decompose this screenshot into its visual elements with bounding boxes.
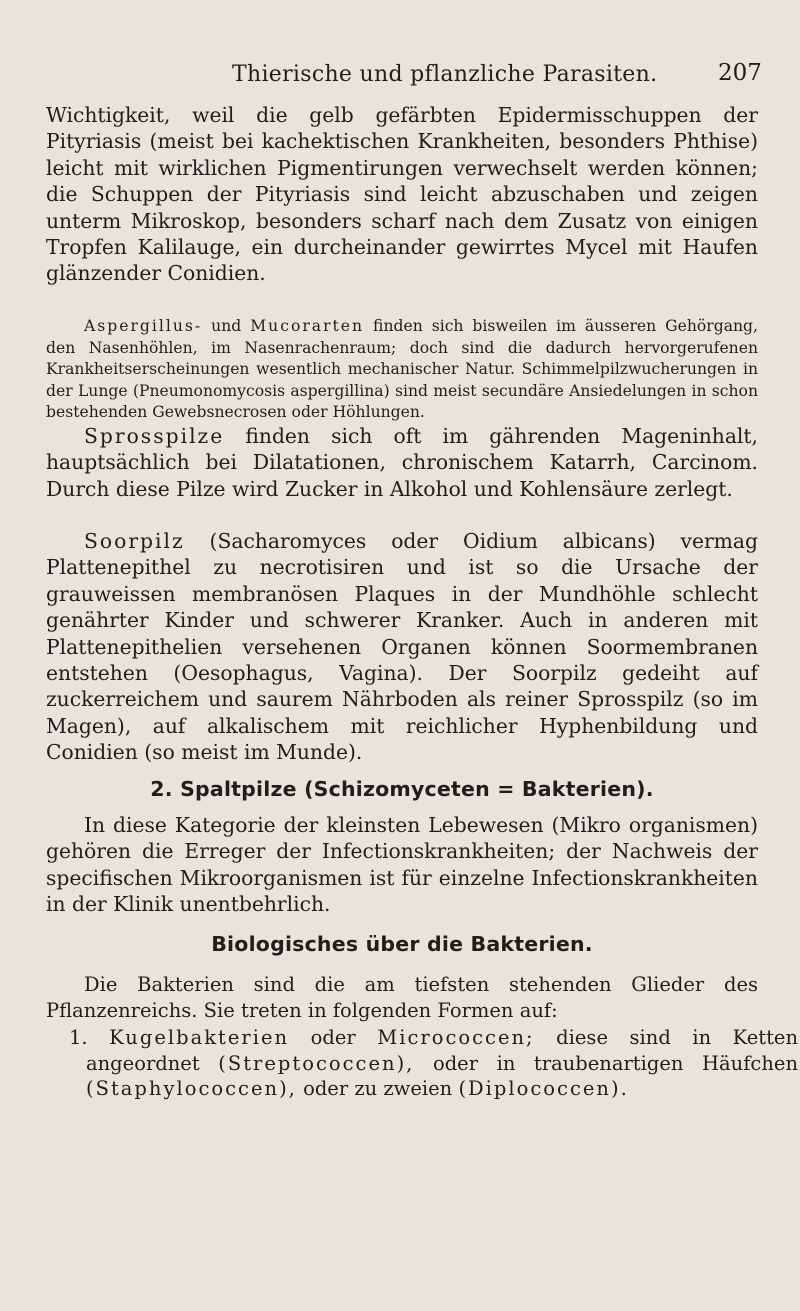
paragraph-text: finden sich oft im gährenden Mageninhalt, hauptsächlich bei Dilatationen, chronischem Katarrh, Carcinom. Durch diese Pilze wird Zucker in Alkohol und Kohlensäure zerlegt. (46, 424, 759, 501)
list-text: oder zu zweien (303, 1077, 453, 1100)
term-soorpilz: Soorpilz (84, 529, 185, 553)
term-sprosspilze: Sprosspilze (84, 424, 225, 448)
term-streptococcen: (Streptococcen), (218, 1051, 415, 1075)
term-staphylococcen: (Staphylococcen), (86, 1077, 297, 1100)
paragraph-soorpilz (46, 528, 758, 766)
paragraph-bakterien (46, 972, 758, 1023)
term-kugelbakterien: Kugelbakterien (109, 1026, 290, 1049)
term-diplococcen: (Diplococcen). (458, 1077, 629, 1100)
paragraph-text: In diese Kategorie der kleinsten Lebewesen (Mikro organismen) gehören die Erreger der Infectionskrankheiten; der Nachweis der specifischen Mikroorganismen ist für einzelne Infectionskrankheiten in der Klinik unentbehrlich. (46, 813, 758, 917)
running-head: Thierische und pflanzliche Parasiten. (232, 62, 658, 87)
section-heading-spaltpilze: 2. Spaltpilze (Schizomyceten = Bakterien). (150, 777, 654, 801)
list-text: oder (310, 1026, 356, 1049)
term-aspergillus: Aspergillus- (84, 317, 203, 335)
term-mucorarten: Mucorarten (250, 317, 365, 335)
section-heading-biologisches: Biologisches über die Bakterien. (211, 932, 593, 956)
page-number: 207 (718, 60, 762, 86)
term-micrococcen: Micrococcen; (377, 1026, 535, 1049)
paragraph-spaltpilze (46, 812, 758, 918)
connector-text: und (211, 317, 242, 335)
paragraph-sprosspilze (46, 423, 758, 502)
list-item (46, 1025, 798, 1102)
paragraph-text: (Sacharomyces oder Oidium albicans) vermag Plattenepithel zu necrotisiren und ist so die Ursache der grauweissen membranösen Plaques in der Mundhöhle schlecht genährter Kinder und schwerer Kranker. Auch in anderen mit Plattenepithelien versehenen Organen können Soormembranen entstehen (Oesophagus, Vagina). Der Soorpilz gedeiht auf zuckerreichem und saurem Nährboden als reiner Sprosspilz (so im Magen), auf alkalischem mit reichlicher Hyphenbildung und Conidien (so meist im Munde). (46, 529, 758, 765)
paragraph-text: Wichtigkeit, weil die gelb gefärbten Epidermisschuppen der Pityriasis (meist bei kachektischen Krankheiten, besonders Phthise) leicht mit wirklichen Pigmentirungen verwechselt werden können; die Schuppen der Pityriasis sind leicht abzuschaben und zeigen unterm Mikroskop, besonders scharf nach dem Zusatz von einigen Tropfen Kalilauge, ein durcheinander gewirrtes Mycel mit Haufen glänzender Conidien. (46, 103, 758, 286)
running-header (0, 62, 800, 98)
paragraph-text: Die Bakterien sind die am tiefsten stehenden Glieder des Pflanzenreichs. Sie treten in folgenden Formen auf: (46, 973, 758, 1022)
list-number: 1. (69, 1026, 88, 1049)
paragraph-pityriasis (46, 102, 758, 287)
paragraph-aspergillus (46, 316, 758, 424)
list-text: oder in traubenartigen Häufchen (432, 1051, 798, 1075)
paragraph-text: finden sich bisweilen im äusseren Gehörgang, den Nasenhöhlen, im Nasenrachenraum; doch sind die dadurch hervorgerufenen Krankheitserscheinungen wesentlich mechanischer Natur. Schimmelpilzwucherungen in der Lunge (Pneumonomycosis aspergillina) sind meist secundäre Ansiedelungen in schon bestehenden Gewebsnecrosen oder Höhlungen. (46, 317, 758, 421)
list-text: diese sind in Ketten angeordnet (86, 1026, 799, 1075)
